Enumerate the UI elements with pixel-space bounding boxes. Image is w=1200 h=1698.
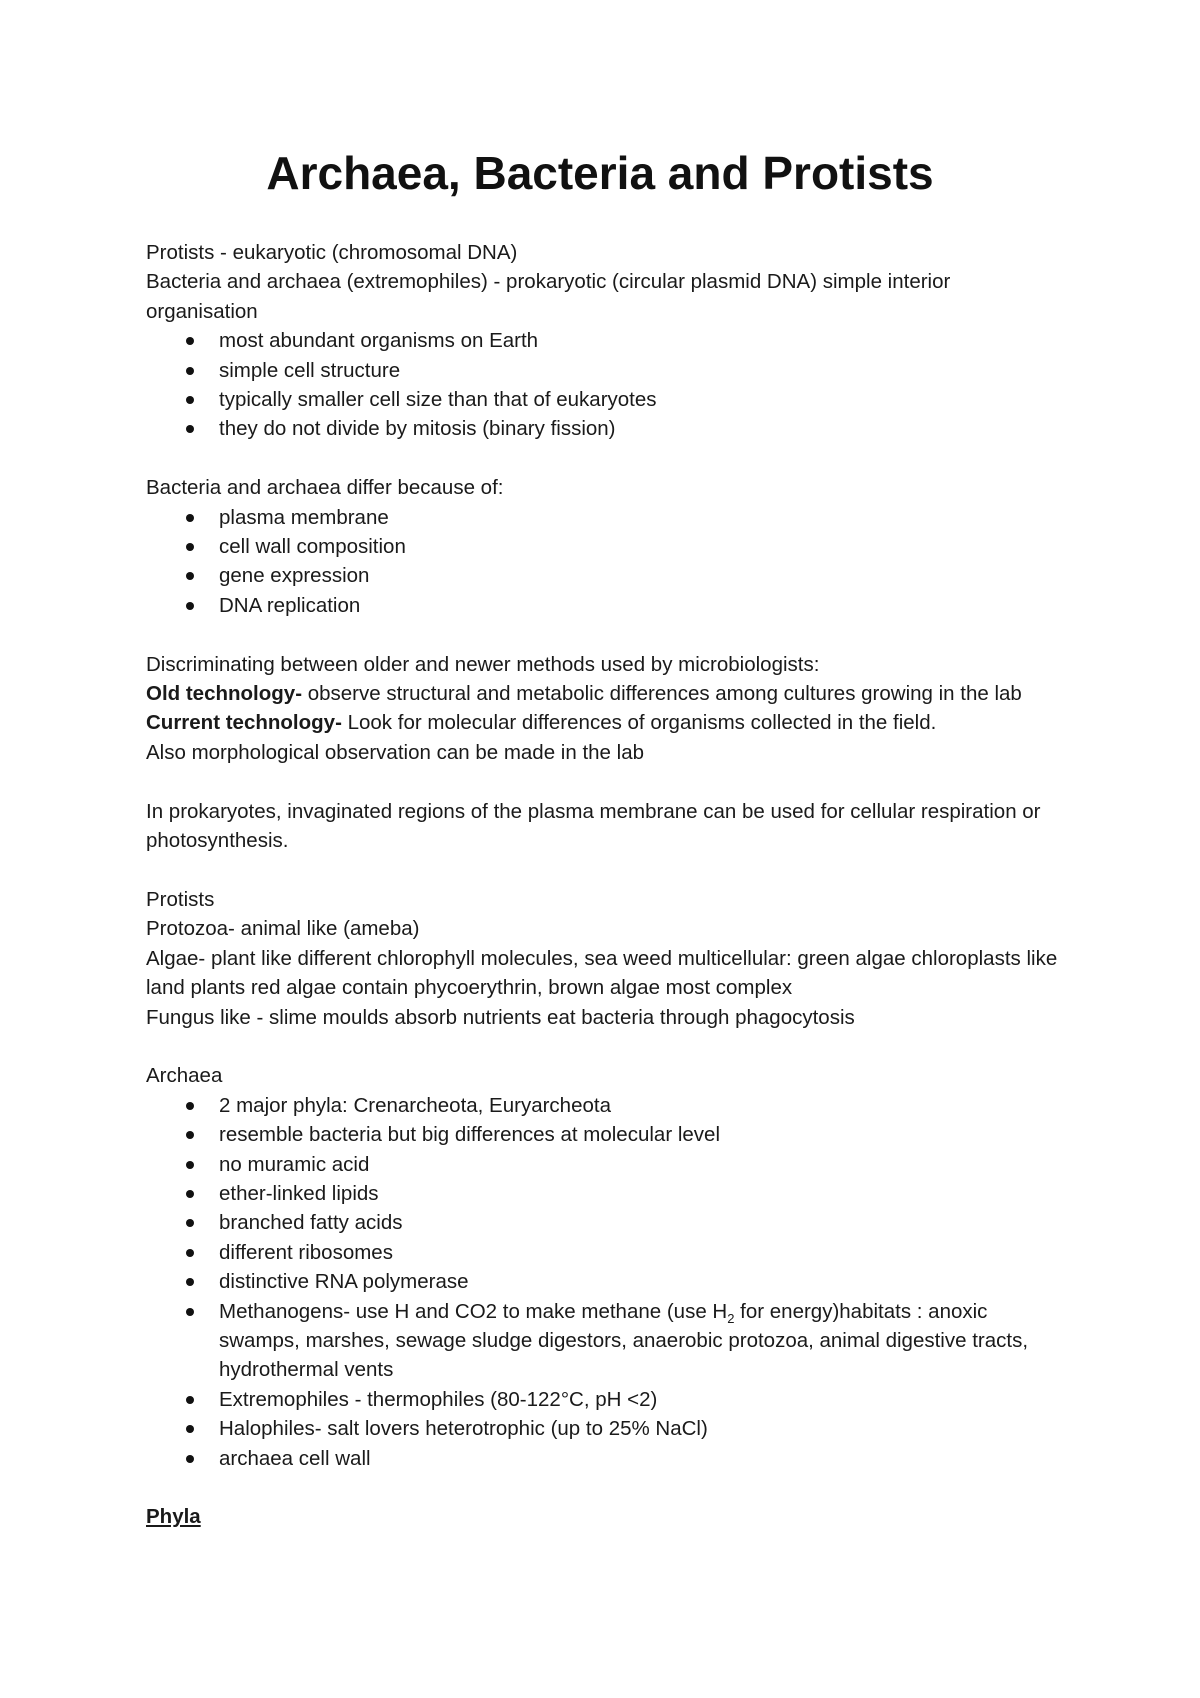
list-item: cell wall composition (146, 532, 1066, 561)
archaea-heading: Archaea (146, 1064, 223, 1088)
list-item: ether-linked lipids (146, 1179, 1066, 1208)
phyla-heading: Phyla (146, 1505, 201, 1529)
intro-line-protists: Protists - eukaryotic (chromosomal DNA) (146, 241, 518, 264)
prokaryotes-note: In prokaryotes, invaginated regions of the plasma membrane can be used for cellular respiration or photosynthesis. (146, 799, 1041, 853)
list-item: branched fatty acids (146, 1208, 1066, 1237)
list-item: distinctive RNA polymerase (146, 1267, 1066, 1296)
prokaryote-features-list (146, 326, 1066, 444)
old-technology-text: observe structural and metabolic differences among cultures growing in the lab (302, 682, 1022, 706)
old-technology-paragraph (146, 679, 1066, 708)
list-item: plasma membrane (146, 503, 1066, 532)
document-body (146, 238, 1066, 1532)
morphology-note: Also morphological observation can be made in the lab (146, 740, 644, 764)
list-item: Halophiles- salt lovers heterotrophic (up to 25% NaCl) (146, 1414, 1066, 1443)
differ-heading: Bacteria and archaea differ because of: (146, 476, 504, 500)
list-item: they do not divide by mitosis (binary fission) (146, 414, 1066, 443)
archaea-list (146, 1091, 1066, 1473)
list-item: archaea cell wall (146, 1444, 1066, 1473)
old-technology-label: Old technology- (146, 682, 303, 706)
methods-heading: Discriminating between older and newer methods used by microbiologists: (146, 652, 820, 676)
list-item: DNA replication (146, 591, 1066, 620)
current-technology-text: Look for molecular differences of organisms collected in the field. (341, 711, 937, 735)
fungus-line: Fungus like - slime moulds absorb nutrients eat bacteria through phagocytosis (146, 1005, 855, 1029)
list-item-methanogens: Methanogens- use H and CO2 to make methane (use $H_2$ for energy)habitats : anoxic swamps, marshes, sewage sludge digestors, anaerobic protozoa, animal digestive tracts, hydrothermal vents (146, 1297, 1066, 1385)
list-item: simple cell structure (146, 356, 1066, 385)
subscript: 2 (727, 1310, 735, 1326)
protists-heading: Protists (146, 887, 215, 911)
list-item: typically smaller cell size than that of eukaryotes (146, 385, 1066, 414)
current-technology-label: Current technology- (146, 711, 342, 735)
page-title: Archaea, Bacteria and Protists (266, 147, 934, 199)
list-item: most abundant organisms on Earth (146, 326, 1066, 355)
list-item: resemble bacteria but big differences at molecular level (146, 1120, 1066, 1149)
algae-line: Algae- plant like different chlorophyll molecules, sea weed multicellular: green algae chloroplasts like land plants red algae contain phycoerythrin, brown algae most complex (146, 946, 1058, 1000)
differences-list (146, 503, 1066, 621)
list-item: gene expression (146, 561, 1066, 590)
list-item: no muramic acid (146, 1150, 1066, 1179)
list-item: Extremophiles - thermophiles (80-122°C, pH <2) (146, 1385, 1066, 1414)
protozoa-line: Protozoa- animal like (ameba) (146, 917, 420, 941)
list-item: 2 major phyla: Crenarcheota, Euryarcheota (146, 1091, 1066, 1120)
current-technology-paragraph (146, 708, 1066, 737)
list-item: different ribosomes (146, 1238, 1066, 1267)
intro-line-bacteria-archaea: Bacteria and archaea (extremophiles) - prokaryotic (circular plasmid DNA) simple interior organisation (146, 270, 951, 323)
